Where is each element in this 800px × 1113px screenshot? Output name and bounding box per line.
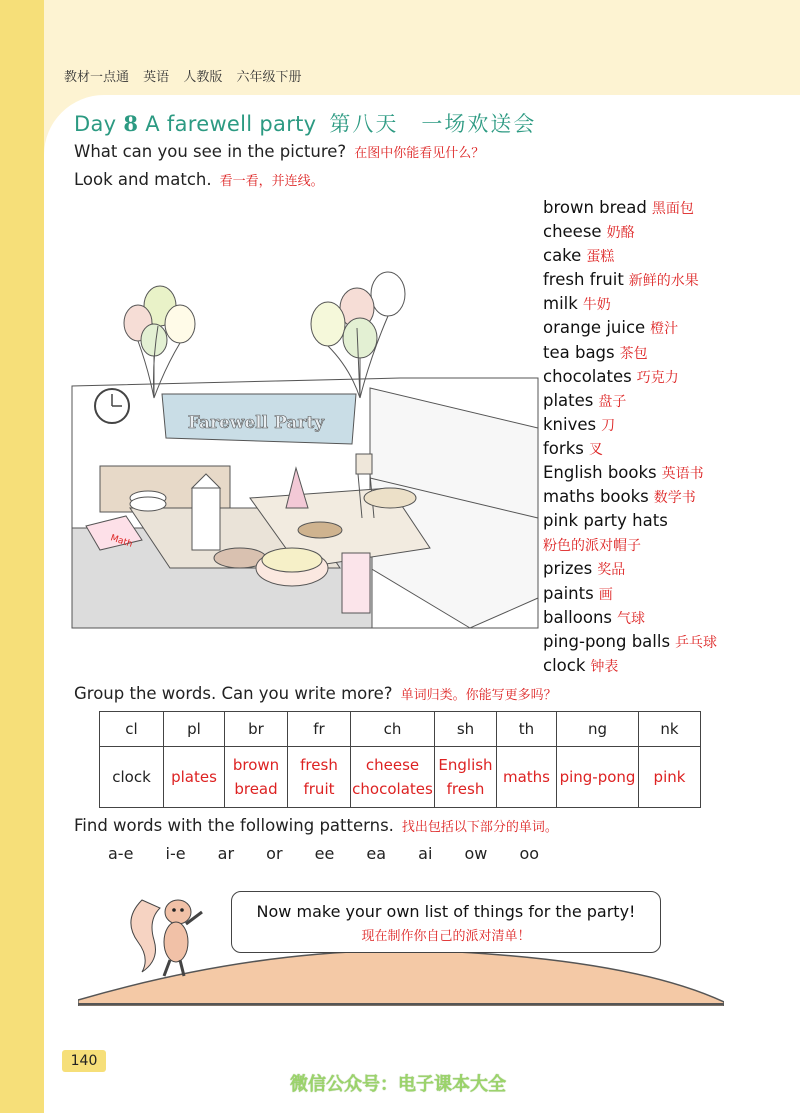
vocab-item — [543, 316, 793, 340]
header-item: 英语 — [143, 70, 170, 85]
pattern-item: i-e — [165, 844, 186, 863]
pattern-item: oo — [519, 844, 540, 863]
speech-bubble — [231, 891, 661, 953]
vocab-en: milk — [543, 294, 578, 314]
question-patterns-zh: 找出包括以下部分的单词。 — [401, 820, 558, 835]
vocab-item — [543, 413, 793, 437]
vocab-en: plates — [543, 390, 594, 410]
pattern-item: or — [266, 844, 283, 863]
page-spine — [0, 0, 44, 1113]
vocab-zh: 蛋糕 — [586, 249, 615, 266]
header-item: 人教版 — [183, 70, 223, 85]
cell-word: fresh — [300, 756, 338, 774]
pattern-item: ar — [217, 844, 235, 863]
running-header — [64, 66, 311, 85]
table-header-cell: fr — [288, 712, 351, 747]
vocab-en: English books — [543, 463, 657, 483]
question-group — [74, 684, 557, 703]
pattern-item: a-e — [108, 844, 134, 863]
table-header-cell: ch — [351, 712, 435, 747]
vocab-item — [543, 196, 793, 220]
table-header-row — [100, 712, 701, 747]
vocab-zh: 数学书 — [653, 490, 696, 507]
pattern-item: ee — [314, 844, 335, 863]
header-item: 六年级下册 — [236, 70, 302, 85]
question-see-en: What can you see in the picture? — [74, 142, 347, 161]
vocab-en: maths books — [543, 487, 649, 507]
cell-word: plates — [171, 768, 217, 786]
vocab-item — [543, 582, 793, 606]
cell-word: maths — [502, 768, 550, 786]
vocab-list — [543, 196, 793, 678]
cell-word: English — [438, 756, 493, 774]
vocab-zh: 奶酪 — [606, 225, 635, 242]
table-cell — [639, 747, 701, 808]
vocab-zh: 英语书 — [661, 466, 704, 483]
cell-word: fruit — [303, 780, 335, 798]
vocab-en: cheese — [543, 222, 602, 242]
vocab-en: cake — [543, 246, 582, 266]
question-group-en: Group the words. Can you write more? — [74, 684, 393, 703]
page-title — [74, 108, 536, 138]
table-header-cell: sh — [435, 712, 497, 747]
pattern-list — [108, 844, 566, 863]
vocab-zh: 巧克力 — [636, 369, 679, 386]
vocab-en: ping-pong balls — [543, 631, 671, 651]
vocab-en: chocolates — [543, 366, 632, 386]
question-patterns-en: Find words with the following patterns. — [74, 816, 394, 835]
question-see — [74, 142, 484, 161]
vocab-item — [543, 654, 793, 678]
vocab-zh: 牛奶 — [582, 297, 611, 314]
vocab-zh: 新鲜的水果 — [628, 273, 699, 290]
vocab-en: paints — [543, 583, 594, 603]
vocab-item — [543, 437, 793, 461]
vocab-item — [543, 292, 793, 316]
cell-word: ping-pong — [559, 768, 636, 786]
title-day-number: 8 — [123, 111, 139, 136]
vocab-item — [543, 365, 793, 389]
cell-word: bread — [234, 780, 278, 798]
vocab-en: clock — [543, 655, 586, 675]
vocab-en: knives — [543, 414, 597, 434]
vocab-item — [543, 630, 793, 654]
vocab-en: balloons — [543, 607, 612, 627]
table-header-cell: pl — [164, 712, 225, 747]
question-see-zh: 在图中你能看见什么？ — [354, 146, 485, 161]
question-group-zh: 单词归类。你能写更多吗？ — [400, 688, 557, 703]
question-match — [74, 170, 324, 189]
vocab-zh: 粉色的派对帽子 — [543, 538, 641, 555]
vocab-zh: 画 — [598, 586, 613, 603]
cell-word: fresh — [446, 780, 485, 798]
vocab-zh: 叉 — [588, 441, 603, 458]
vocab-zh: 盘子 — [598, 393, 627, 410]
vocab-zh: 茶包 — [619, 345, 648, 362]
vocab-zh: 奖品 — [597, 562, 626, 579]
wall-clock — [95, 389, 129, 423]
question-patterns — [74, 816, 558, 835]
vocab-en: prizes — [543, 559, 593, 579]
table-cell — [225, 747, 288, 808]
pattern-item: ow — [464, 844, 488, 863]
vocab-en: brown bread — [543, 198, 647, 217]
vocab-item — [543, 389, 793, 413]
vocab-zh: 橙汁 — [650, 321, 679, 338]
table-cell — [435, 747, 497, 808]
table-cell — [164, 747, 225, 808]
farewell-banner — [162, 394, 356, 444]
cell-word: brown — [232, 756, 280, 774]
vocab-zh: 黑面包 — [651, 201, 694, 217]
footer-watermark: 微信公众号：电子课本大全 — [290, 1074, 506, 1095]
vocab-item — [543, 244, 793, 268]
table-header-cell: nk — [639, 712, 701, 747]
pattern-item: ai — [418, 844, 433, 863]
balloons-left — [124, 286, 195, 398]
table-cell — [497, 747, 557, 808]
vocab-zh: 刀 — [601, 417, 616, 434]
table-header-cell: ng — [557, 712, 639, 747]
party-illustration — [70, 268, 540, 630]
page-number: 140 — [62, 1050, 106, 1072]
table-cell — [557, 747, 639, 808]
title-day: Day — [74, 112, 117, 136]
vocab-en: forks — [543, 438, 584, 458]
bubble-text-en: Now make your own list of things for the party! — [256, 902, 636, 921]
vocab-item — [543, 533, 793, 557]
vocab-zh: 气球 — [617, 610, 645, 627]
table-header-cell: br — [225, 712, 288, 747]
table-header-cell: cl — [100, 712, 164, 747]
title-chinese: 第八天 一场欢送会 — [329, 112, 537, 136]
vocab-item — [543, 606, 793, 630]
title-english: A farewell party — [145, 112, 317, 136]
banner-text: Farewell Party — [187, 413, 325, 433]
vocab-en: orange juice — [543, 318, 646, 338]
cell-word: chocolates — [352, 780, 433, 798]
math-book-label: Math — [109, 533, 134, 550]
header-item: 教材一点通 — [64, 70, 130, 85]
vocab-en: tea bags — [543, 342, 615, 362]
bubble-text-zh: 现在制作你自己的派对清单！ — [361, 929, 531, 944]
vocab-en: pink party hats — [543, 511, 668, 531]
vocab-item — [543, 220, 793, 244]
group-words-table — [99, 711, 701, 808]
vocab-item — [543, 461, 793, 485]
vocab-en: fresh fruit — [543, 270, 624, 290]
table-cell — [100, 747, 164, 808]
table-row — [100, 747, 701, 808]
vocab-item — [543, 268, 793, 292]
question-match-zh: 看一看，并连线。 — [219, 174, 324, 189]
cell-word: cheese — [365, 756, 420, 774]
vocab-item — [543, 557, 793, 581]
table-cell — [288, 747, 351, 808]
vocab-item — [543, 485, 793, 509]
vocab-zh: 钟表 — [590, 658, 619, 675]
table-cell — [351, 747, 435, 808]
squirrel-icon — [120, 880, 220, 980]
table-header-cell: th — [497, 712, 557, 747]
cell-word: clock — [112, 768, 151, 786]
vocab-item — [543, 509, 793, 533]
pattern-item: ea — [366, 844, 387, 863]
vocab-zh: 乒乓球 — [675, 634, 718, 651]
cell-word: pink — [653, 768, 686, 786]
question-match-en: Look and match. — [74, 170, 212, 189]
vocab-item — [543, 341, 793, 365]
